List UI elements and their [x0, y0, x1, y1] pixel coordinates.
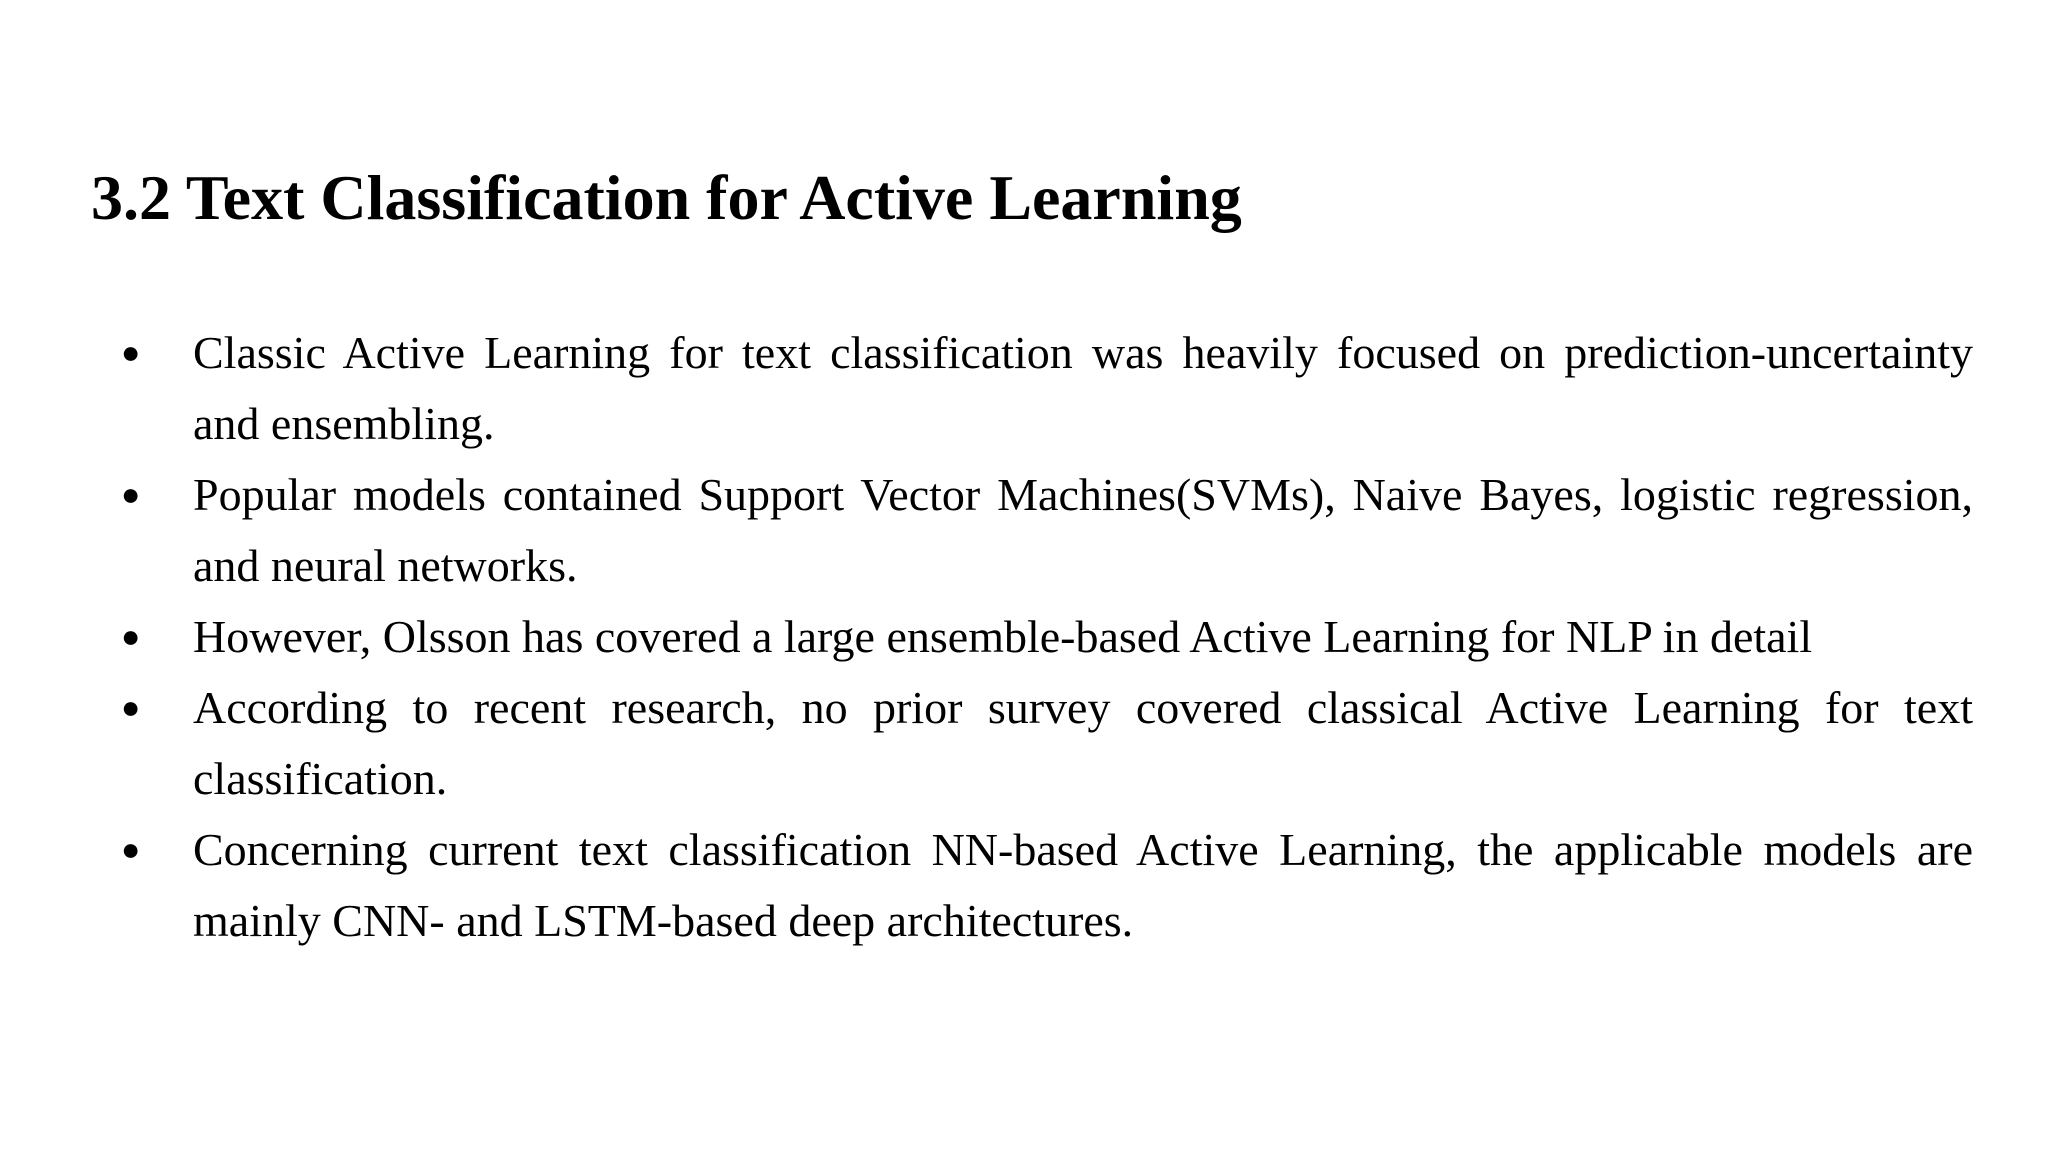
slide-heading: 3.2 Text Classification for Active Learning: [91, 162, 1242, 233]
bullet-item: [117, 814, 1973, 956]
bullet-text: Popular models contained Support Vector Machines(SVMs), Naive Bayes, logistic regression, and neural networks.: [193, 469, 1973, 591]
bullet-dot-icon: ●: [121, 334, 141, 370]
bullet-text: However, Olsson has covered a large ensemble-based Active Learning for NLP in detail: [193, 611, 1813, 662]
bullet-item: [117, 672, 1973, 814]
bullet-dot-icon: ●: [121, 476, 141, 512]
bullet-item: [117, 459, 1973, 601]
bullet-dot-icon: ●: [121, 618, 141, 654]
bullet-item: [117, 601, 1973, 672]
bullet-text: Classic Active Learning for text classification was heavily focused on prediction-uncertainty and ensembling.: [193, 327, 1973, 449]
bullet-list: [117, 317, 1973, 956]
bullet-dot-icon: ●: [121, 831, 141, 867]
bullet-text: Concerning current text classification NN-based Active Learning, the applicable models are mainly CNN- and LSTM-based deep architectures.: [193, 824, 1973, 946]
bullet-item: [117, 317, 1973, 459]
bullet-dot-icon: ●: [121, 689, 141, 725]
bullet-text: According to recent research, no prior survey covered classical Active Learning for text classification.: [193, 682, 1973, 804]
